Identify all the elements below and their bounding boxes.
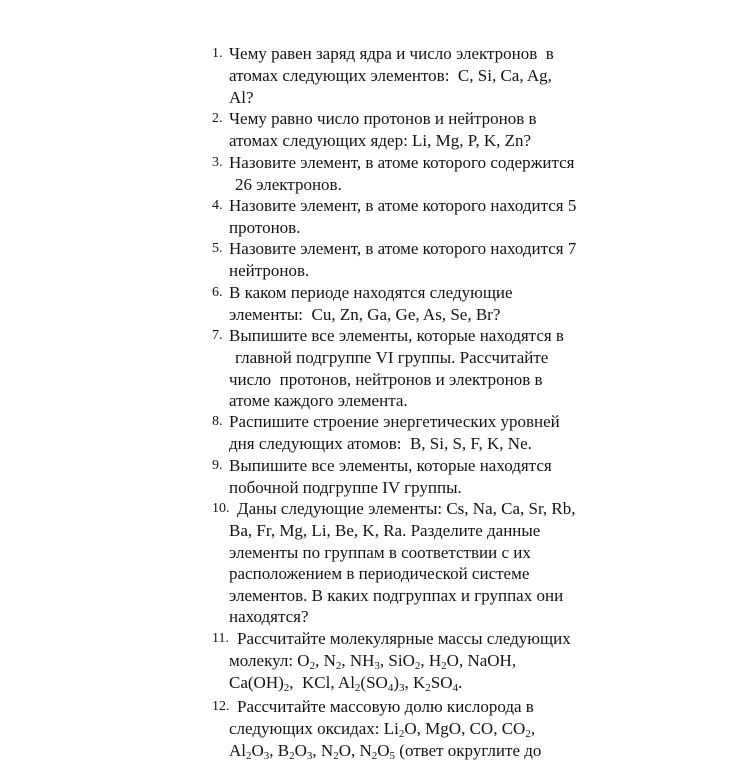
subscript: 2 (333, 750, 339, 762)
question-line: Выпишите все элементы, которые находятся (229, 456, 552, 475)
question-number: 3. (212, 155, 223, 170)
subscript: 2 (398, 728, 405, 740)
question-line: дня следующих атомов: B, Si, S, F, K, Ne. (229, 434, 532, 453)
question-line: элементов. В каких подгруппах и группах они (229, 586, 564, 605)
question-line: В каком периоде находятся следующие (229, 283, 513, 302)
question-line: Рассчитайте молекулярные массы следующих (237, 629, 571, 648)
question-number: 9. (212, 458, 223, 473)
question-line: побочной подгруппе IV группы. (229, 478, 462, 497)
subscript: 3 (263, 750, 270, 762)
question-number: 2. (212, 111, 223, 126)
question-line: число протонов, нейтронов и электронов в (229, 370, 543, 389)
question-line: 26 электронов. (235, 175, 342, 194)
question-line: атоме каждого элемента. (229, 391, 408, 410)
question-number: 7. (212, 328, 223, 343)
question-line: Рассчитайте массовую долю кислорода в (237, 697, 534, 716)
question-line: Чему равен заряд ядра и число электронов в (229, 44, 554, 63)
question-line: нейтронов. (229, 261, 310, 280)
subscript: 3 (306, 750, 313, 762)
question-line: расположением в периодической системе (229, 564, 530, 583)
question-line: находятся? (229, 607, 309, 626)
question-number: 1. (212, 46, 223, 61)
subscript: 2 (371, 750, 378, 762)
formula-line: $Al_2O_3$, $B_2O_3$, $N_2O$, $N_2O_5$ (ответ округлите до (229, 741, 542, 762)
question-line: главной подгруппе VI группы. Рассчитайте (235, 348, 549, 367)
formula-line: молекул: $O_2$, $N_2$, $NH_3$, SiO$_2$, $H_2O$, NaOH, (229, 651, 517, 672)
question-line: элементы: Cu, Zn, Ga, Ge, As, Se, Br? (229, 305, 501, 324)
subscript: 2 (246, 750, 252, 762)
subscript: 2 (289, 750, 295, 762)
subscript: 2 (414, 660, 421, 672)
question-number: 11. (212, 631, 229, 646)
question-line: атомах следующих элементов: C, Si, Ca, Ag, (229, 66, 552, 85)
question-number: 8. (212, 414, 223, 429)
subscript: 4 (452, 682, 459, 694)
subscript: 5 (389, 750, 396, 762)
formula-line: $Ca(OH)_2$, KCl, $Al_2(SO_4)_3$, $K_2SO_4$. (229, 673, 463, 694)
question-line: атомах следующих ядер: Li, Mg, P, K, Zn? (229, 131, 532, 150)
subscript: 2 (425, 682, 431, 694)
subscript: 2 (441, 660, 447, 672)
subscript: 2 (525, 728, 531, 740)
question-number: 5. (212, 241, 223, 256)
subscript: 3 (399, 682, 405, 694)
subscript: 2 (335, 660, 342, 672)
subscript: 3 (374, 660, 380, 672)
question-line: Выпишите все элементы, которые находятся в (229, 326, 564, 345)
question-line: Даны следующие элементы: Cs, Na, Ca, Sr, Rb, (237, 499, 576, 518)
question-line: Назовите элемент, в атоме которого находится 7 (229, 239, 577, 258)
question-line: Назовите элемент, в атоме которого находится 5 (229, 196, 577, 215)
question-number: 10. (212, 501, 230, 516)
question-line: Ba, Fr, Mg, Li, Be, K, Ra. Разделите данные (229, 521, 541, 540)
question-line: Al? (229, 88, 254, 107)
question-line: Чему равно число протонов и нейтронов в (229, 109, 537, 128)
question-line: протонов. (229, 218, 301, 237)
subscript: 2 (283, 682, 290, 694)
question-number: 6. (212, 285, 223, 300)
question-line: Распишите строение энергетических уровней (229, 412, 560, 431)
question-line: элементы по группам в соответствии с их (229, 543, 531, 562)
question-number: 12. (212, 699, 230, 714)
subscript: 4 (387, 682, 394, 694)
subscript: 2 (309, 660, 316, 672)
question-line: Назовите элемент, в атоме которого содержится (229, 153, 575, 172)
question-number: 4. (212, 198, 223, 213)
formula-line: следующих оксидах: $Li_2O$, MgO, CO, $CO_2$, (229, 719, 536, 740)
subscript: 2 (354, 682, 361, 694)
